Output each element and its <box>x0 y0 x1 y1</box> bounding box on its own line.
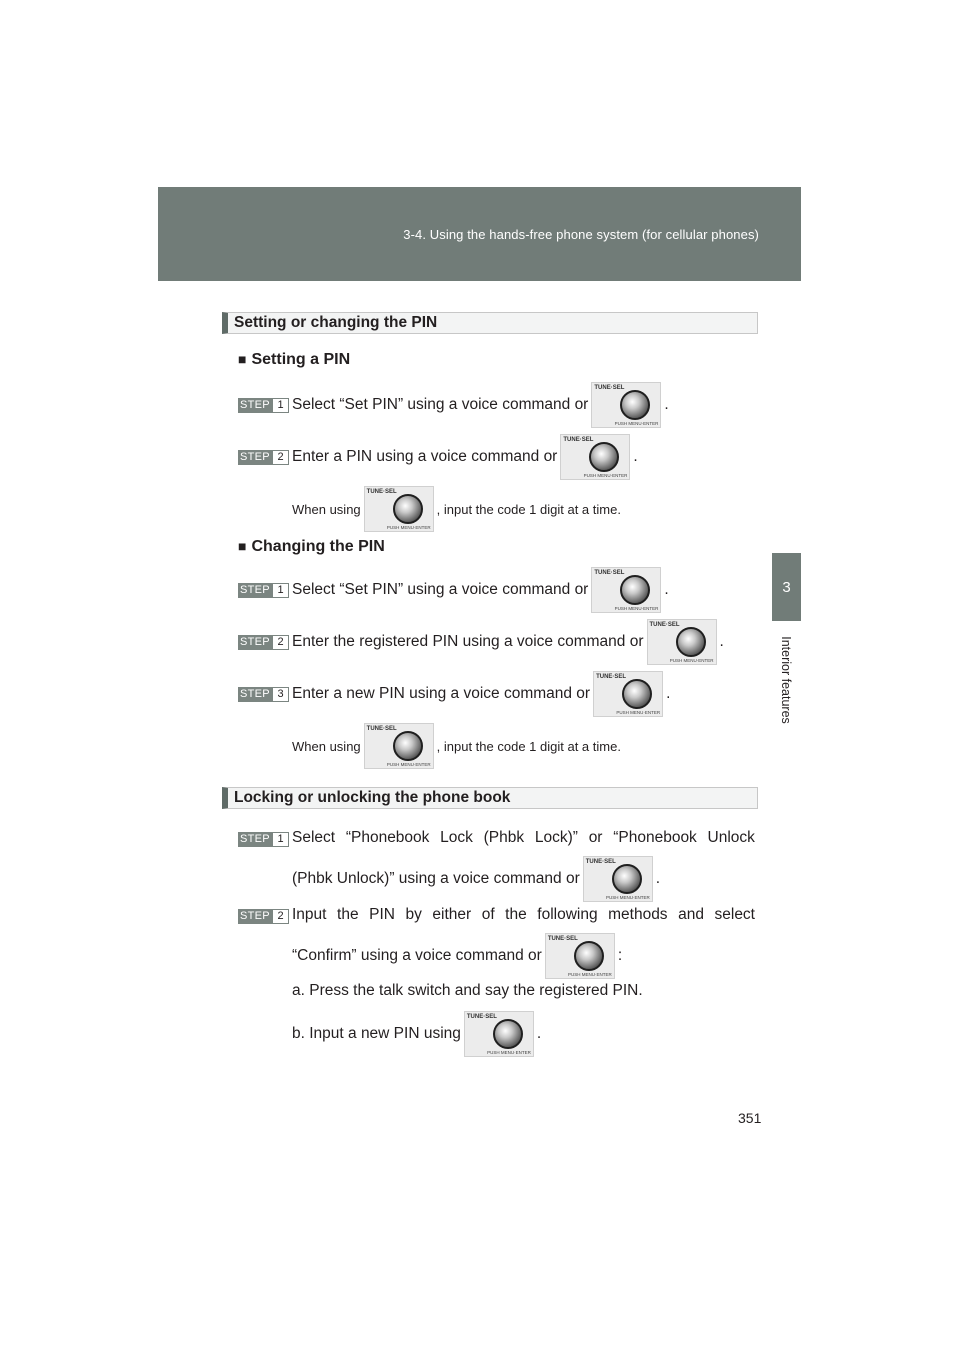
page-number: 351 <box>738 1110 762 1126</box>
tune-sel-knob-icon: TUNE·SEL PUSH MENU·ENTER <box>647 619 717 665</box>
step-text-line2: “Confirm” using a voice command or TUNE·SEL PUSH MENU·ENTER : <box>292 933 622 979</box>
tune-sel-knob-icon: TUNE·SEL PUSH MENU·ENTER <box>593 671 663 717</box>
tune-sel-knob-icon: TUNE·SEL PUSH MENU·ENTER <box>364 486 434 532</box>
square-bullet-icon: ■ <box>238 351 247 367</box>
step-badge: STEP 3 <box>238 687 289 702</box>
section-title-pin <box>222 312 758 334</box>
step-text-line2: (Phbk Unlock)” using a voice command or TUNE·SEL PUSH MENU·ENTER . <box>292 856 660 902</box>
step-text: Enter the registered PIN using a voice command or TUNE·SEL PUSH MENU·ENTER . <box>292 619 724 665</box>
step-text: Enter a new PIN using a voice command or TUNE·SEL PUSH MENU·ENTER . <box>292 671 670 717</box>
step-badge: STEP 1 <box>238 832 289 847</box>
step-text: Select “Set PIN” using a voice command or TUNE·SEL PUSH MENU·ENTER . <box>292 382 669 428</box>
step-text: Select “Set PIN” using a voice command or TUNE·SEL PUSH MENU·ENTER . <box>292 567 669 613</box>
section-title-text: Setting or changing the PIN <box>234 314 438 331</box>
section-title-phonebook <box>222 787 758 809</box>
tune-sel-knob-icon: TUNE·SEL PUSH MENU·ENTER <box>583 856 653 902</box>
section-title-text: Locking or unlocking the phone book <box>234 789 511 806</box>
subheading-changing-pin <box>238 538 385 556</box>
step-badge: STEP 1 <box>238 398 289 413</box>
tune-sel-knob-icon: TUNE·SEL PUSH MENU·ENTER <box>560 434 630 480</box>
step-badge: STEP 1 <box>238 583 289 598</box>
subheading-text: Changing the PIN <box>251 538 385 555</box>
subheading-text: Setting a PIN <box>251 351 351 368</box>
step-text: Enter a PIN using a voice command or TUNE·SEL PUSH MENU·ENTER . <box>292 434 638 480</box>
subheading-setting-pin <box>238 351 350 369</box>
note-text: When using TUNE·SEL PUSH MENU·ENTER , input the code 1 digit at a time. <box>292 723 621 769</box>
square-bullet-icon: ■ <box>238 538 247 554</box>
step-badge: STEP 2 <box>238 635 289 650</box>
header-band <box>158 187 801 281</box>
note-text: When using TUNE·SEL PUSH MENU·ENTER , input the code 1 digit at a time. <box>292 486 621 532</box>
step-text-line1: Select “Phonebook Lock (Phbk Lock)” or “Phonebook Unlock <box>292 829 755 846</box>
option-b-text: b. Input a new PIN using TUNE·SEL PUSH MENU·ENTER . <box>292 1011 541 1057</box>
step-text-line1: Input the PIN by either of the following methods and select <box>292 906 755 923</box>
step-badge: STEP 2 <box>238 450 289 465</box>
option-a-text: a. Press the talk switch and say the registered PIN. <box>292 982 643 999</box>
header-title: 3-4. Using the hands-free phone system (for cellular phones) <box>403 227 759 242</box>
chapter-label: Interior features <box>779 636 793 724</box>
tune-sel-knob-icon: TUNE·SEL PUSH MENU·ENTER <box>591 382 661 428</box>
tune-sel-knob-icon: TUNE·SEL PUSH MENU·ENTER <box>364 723 434 769</box>
tune-sel-knob-icon: TUNE·SEL PUSH MENU·ENTER <box>591 567 661 613</box>
tune-sel-knob-icon: TUNE·SEL PUSH MENU·ENTER <box>545 933 615 979</box>
step-badge: STEP 2 <box>238 909 289 924</box>
tune-sel-knob-icon: TUNE·SEL PUSH MENU·ENTER <box>464 1011 534 1057</box>
chapter-number: 3 <box>782 578 791 596</box>
chapter-tab <box>772 553 801 621</box>
